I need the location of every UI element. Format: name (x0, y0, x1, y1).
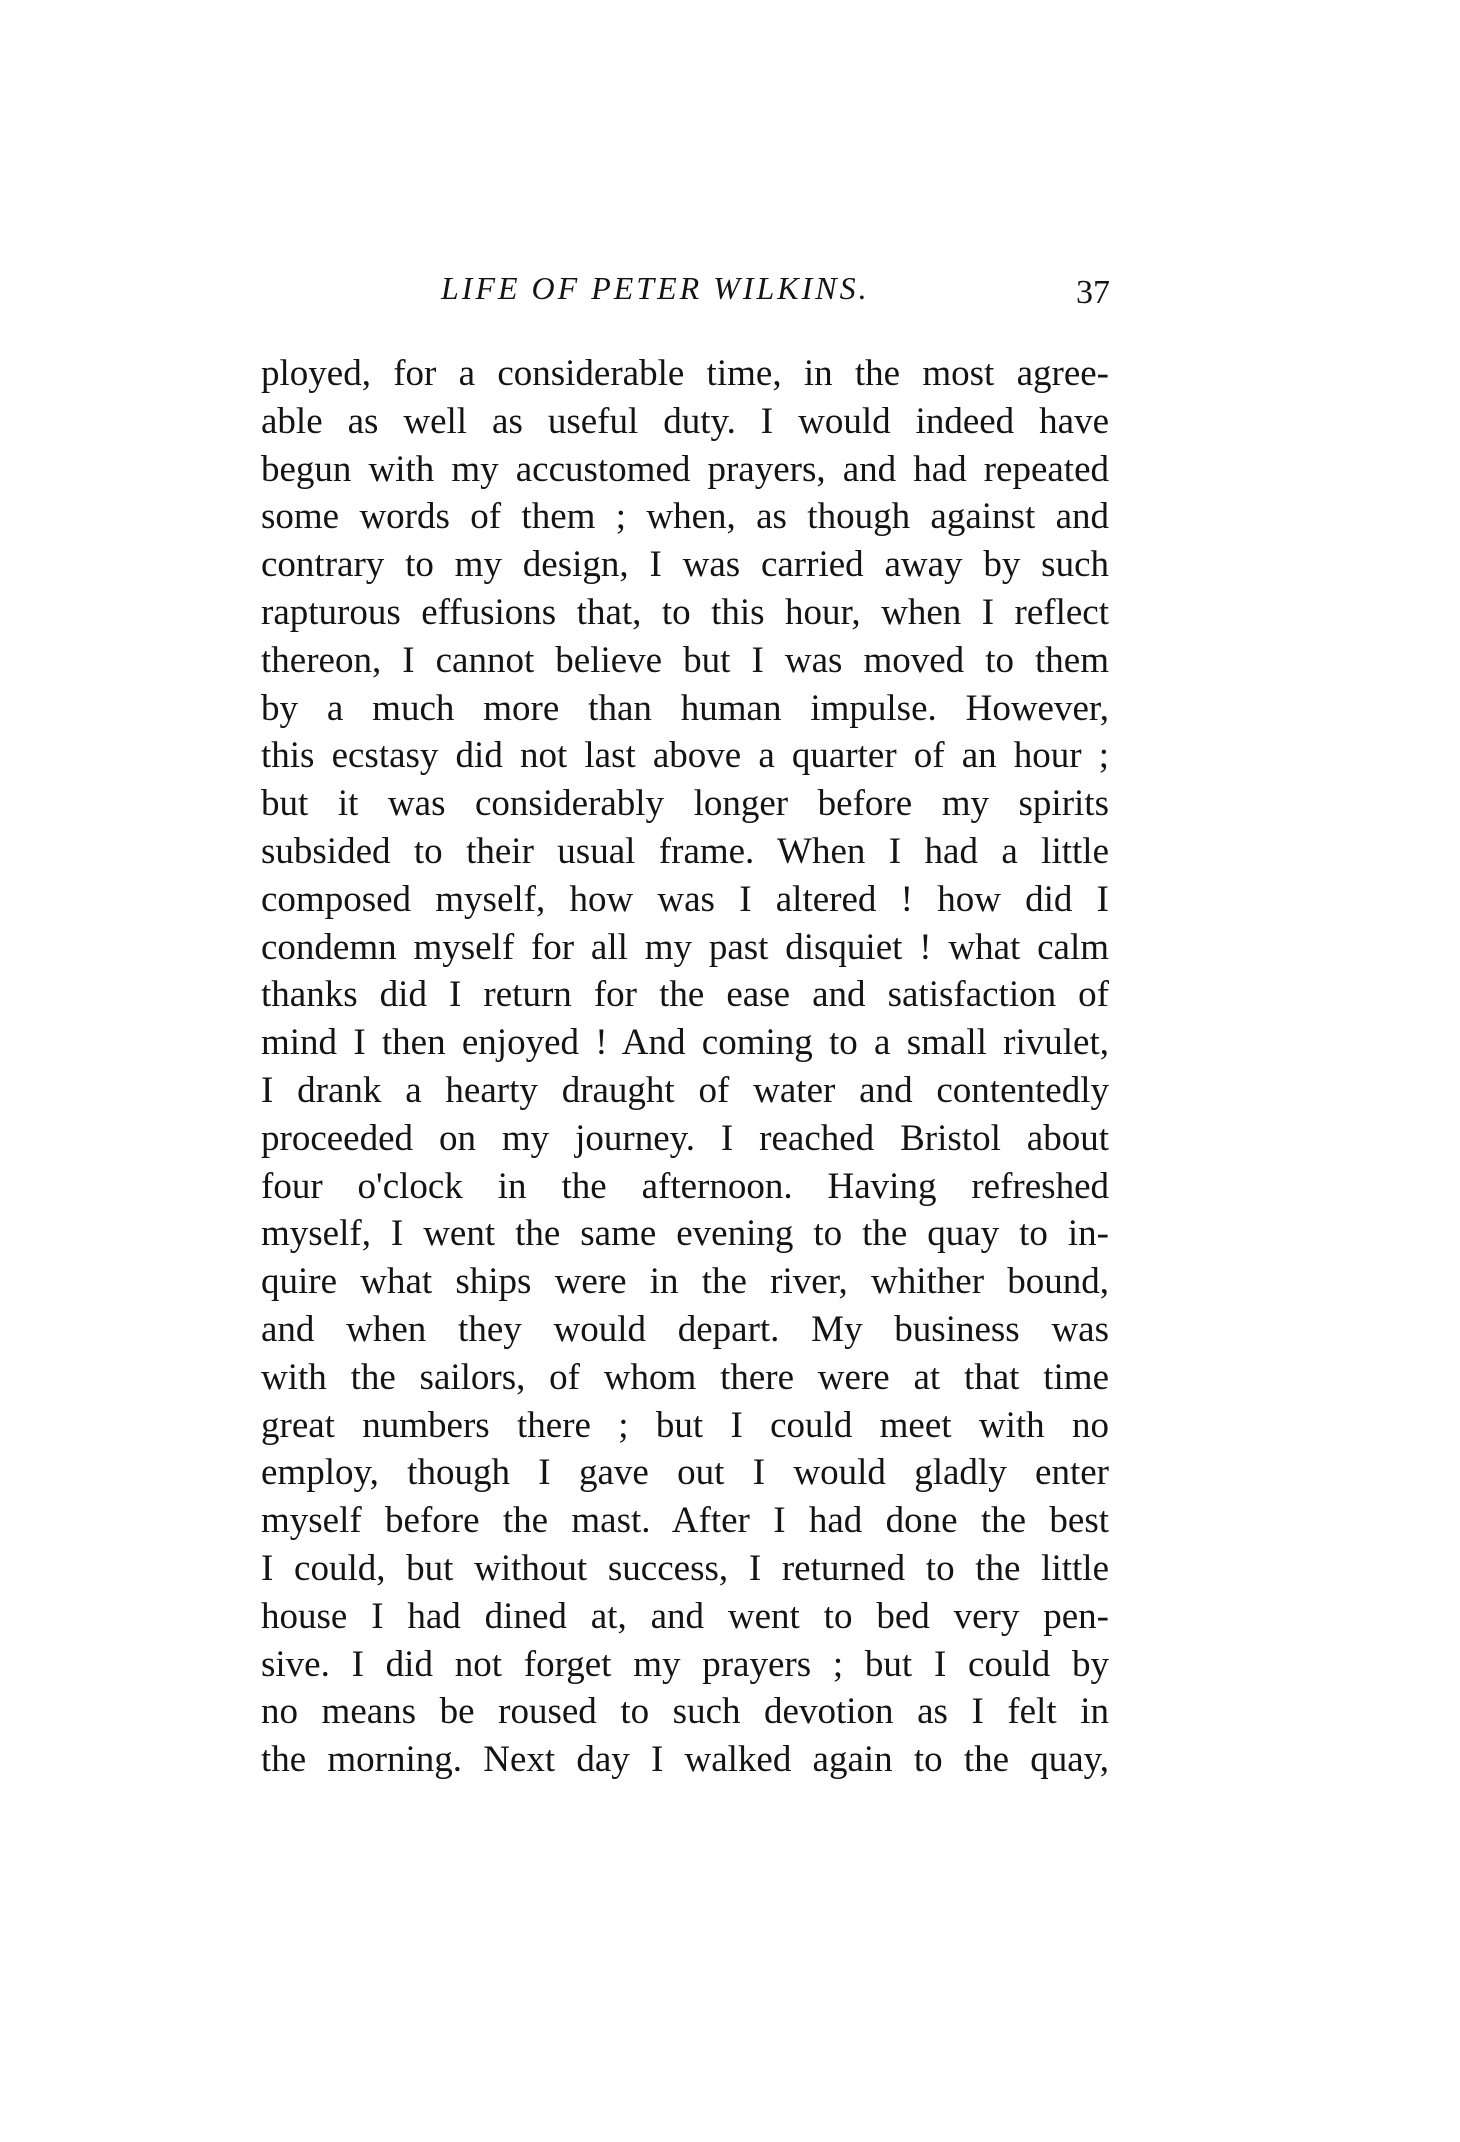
running-head (260, 270, 1110, 330)
text-line: some words of them ; when, as though against and (261, 496, 1109, 538)
text-line: by a much more than human impulse. However, (261, 687, 1109, 729)
text-line: rapturous effusions that, to this hour, when I reflect (261, 591, 1109, 633)
text-line: able as well as useful duty. I would indeed have (261, 400, 1109, 442)
text-line: thanks did I return for the ease and satisfaction of (261, 974, 1109, 1016)
text-line: employ, though I gave out I would gladly enter (261, 1452, 1109, 1494)
text-line: this ecstasy did not last above a quarter of an hour ; (261, 735, 1109, 777)
text-line: quire what ships were in the river, whither bound, (261, 1261, 1109, 1303)
text-line: begun with my accustomed prayers, and had repeated (261, 448, 1109, 490)
text-line: myself before the mast. After I had done the best (261, 1500, 1109, 1542)
text-line: and when they would depart. My business was (261, 1308, 1109, 1350)
body-text (261, 350, 1109, 1784)
text-line: house I had dined at, and went to bed very pen- (261, 1595, 1109, 1637)
running-title: LIFE OF PETER WILKINS. (441, 270, 870, 306)
text-line: I drank a hearty draught of water and contentedly (261, 1069, 1109, 1111)
text-line: condemn myself for all my past disquiet ! what calm (261, 926, 1109, 968)
text-line: sive. I did not forget my prayers ; but I could by (261, 1643, 1109, 1685)
text-line: composed myself, how was I altered ! how did I (261, 878, 1109, 920)
text-line: great numbers there ; but I could meet with no (261, 1404, 1109, 1446)
text-line: four o'clock in the afternoon. Having refreshed (261, 1165, 1109, 1207)
text-line: the morning. Next day I walked again to the quay, (261, 1739, 1109, 1781)
text-line: thereon, I cannot believe but I was moved to them (261, 639, 1109, 681)
text-line: no means be roused to such devotion as I felt in (261, 1691, 1109, 1733)
text-line: proceeded on my journey. I reached Bristol about (261, 1117, 1109, 1159)
text-line: subsided to their usual frame. When I had a little (261, 830, 1109, 872)
text-line: mind I then enjoyed ! And coming to a small rivulet, (261, 1022, 1109, 1064)
page-number: 37 (1076, 274, 1110, 311)
text-line: with the sailors, of whom there were at that time (261, 1356, 1109, 1398)
text-line: I could, but without success, I returned to the little (261, 1547, 1109, 1589)
text-line: myself, I went the same evening to the quay to in- (261, 1213, 1109, 1255)
text-line: contrary to my design, I was carried away by such (261, 544, 1109, 586)
text-line: but it was considerably longer before my spirits (261, 783, 1109, 825)
text-line: ployed, for a considerable time, in the most agree- (261, 353, 1109, 394)
